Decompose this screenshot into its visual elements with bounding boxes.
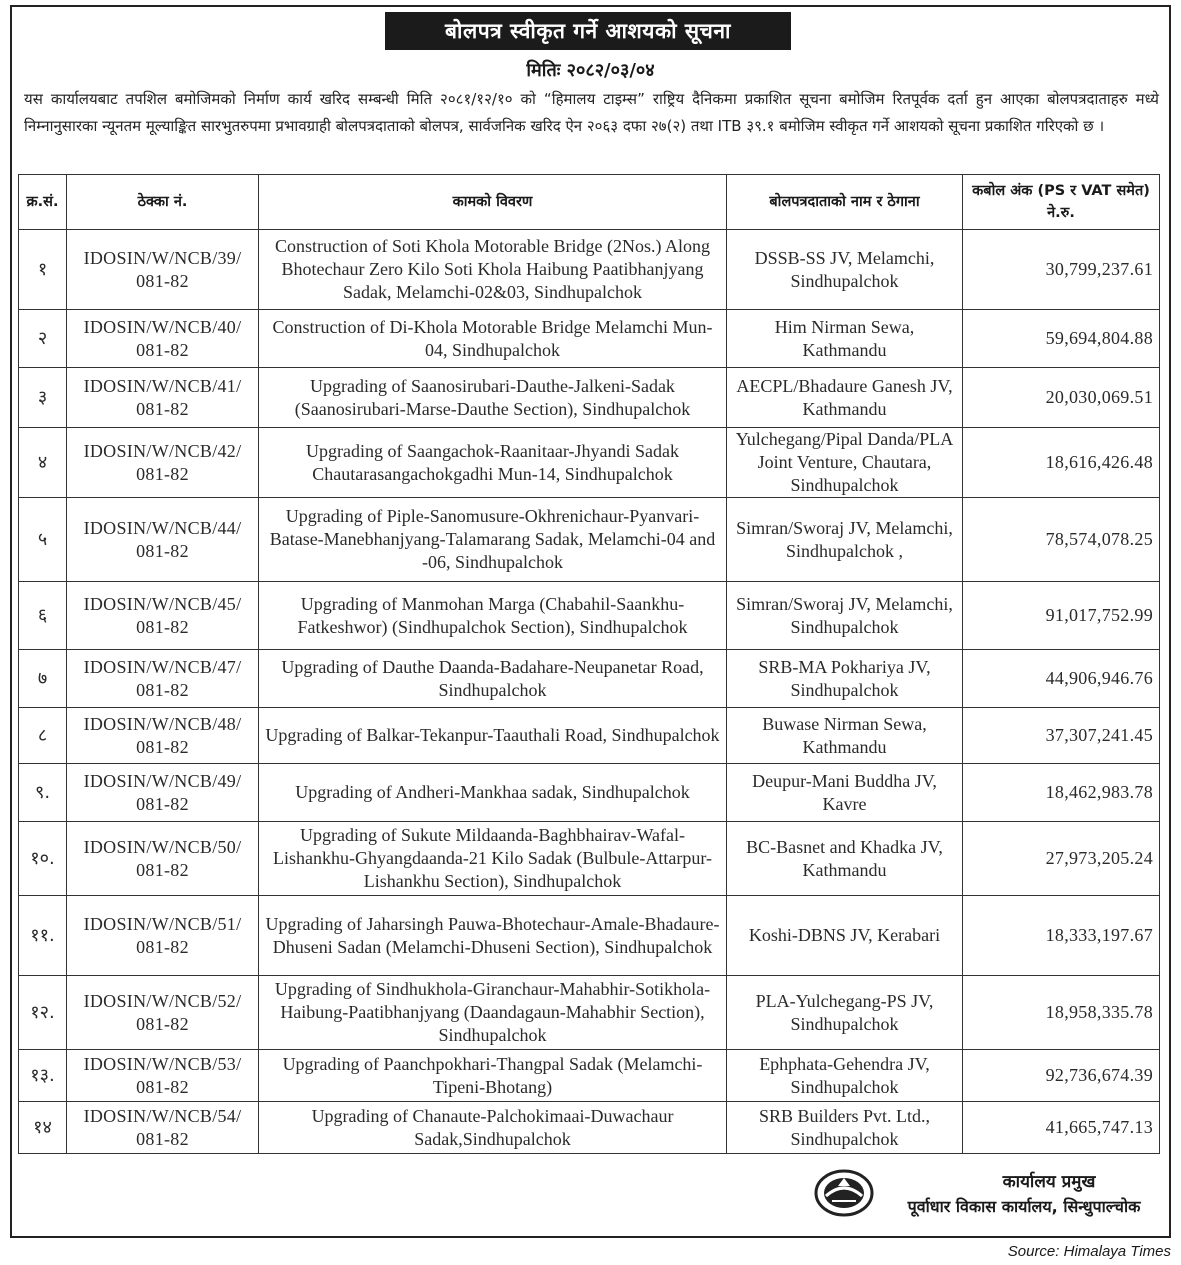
row-bidder-name: SRB-MA Pokhariya JV, Sindhupalchok: [727, 650, 963, 708]
row-bidder-name: BC-Basnet and Khadka JV, Kathmandu: [727, 822, 963, 896]
row-serial-number: २: [19, 310, 67, 368]
row-bid-amount: 41,665,747.13: [963, 1102, 1160, 1154]
row-bidder-name: Simran/Sworaj JV, Melamchi, Sindhupalchok: [727, 582, 963, 650]
row-contract-number: IDOSIN/W/NCB/53/ 081-82: [67, 1050, 259, 1102]
row-work-description: Upgrading of Sukute Mildaanda-Baghbhairav-Wafal-Lishankhu-Ghyangdaanda-21 Kilo Sadak (Bulbule-Attarpur-Lishankhu Section), Sindhupalchok: [259, 822, 727, 896]
header-sn: क्र.सं.: [19, 175, 67, 230]
header-amount: कबोल अंक (PS र VAT समेत) ने.रु.: [963, 175, 1160, 230]
row-work-description: Upgrading of Andheri-Mankhaa sadak, Sindhupalchok: [259, 764, 727, 822]
office-head: कार्यालय प्रमुख: [1002, 1172, 1096, 1192]
table-header-row: [19, 175, 1160, 230]
row-work-description: Construction of Soti Khola Motorable Bridge (2Nos.) Along Bhotechaur Zero Kilo Soti Khola Haibung Paatibhanjyang Sadak, Melamchi-02&03, Sindhupalchok: [259, 230, 727, 310]
row-serial-number: १२.: [19, 976, 67, 1050]
table-row: [19, 1102, 1160, 1154]
row-bidder-name: DSSB-SS JV, Melamchi, Sindhupalchok: [727, 230, 963, 310]
row-contract-number: IDOSIN/W/NCB/50/ 081-82: [67, 822, 259, 896]
row-bidder-name: Yulchegang/Pipal Danda/PLA Joint Venture, Chautara, Sindhupalchok: [727, 428, 963, 498]
row-serial-number: ७: [19, 650, 67, 708]
row-contract-number: IDOSIN/W/NCB/45/ 081-82: [67, 582, 259, 650]
bid-table: [18, 174, 1160, 1154]
row-work-description: Upgrading of Piple-Sanomusure-Okhrenichaur-Pyanvari-Batase-Manebhanjyang-Talamarang Sadak, Melamchi-04 and -06, Sindhupalchok: [259, 498, 727, 582]
row-bid-amount: 27,973,205.24: [963, 822, 1160, 896]
row-bidder-name: Deupur-Mani Buddha JV, Kavre: [727, 764, 963, 822]
row-contract-number: IDOSIN/W/NCB/49/ 081-82: [67, 764, 259, 822]
row-serial-number: १०.: [19, 822, 67, 896]
row-serial-number: १: [19, 230, 67, 310]
row-serial-number: ६: [19, 582, 67, 650]
row-contract-number: IDOSIN/W/NCB/41/ 081-82: [67, 368, 259, 428]
row-work-description: Upgrading of Saanosirubari-Dauthe-Jalkeni-Sadak (Saanosirubari-Marse-Dauthe Section), Sindhupalchok: [259, 368, 727, 428]
table-row: [19, 708, 1160, 764]
government-seal-icon: [812, 1168, 876, 1218]
row-bid-amount: 92,736,674.39: [963, 1050, 1160, 1102]
table-row: [19, 896, 1160, 976]
row-serial-number: ११.: [19, 896, 67, 976]
row-work-description: Upgrading of Dauthe Daanda-Badahare-Neupanetar Road, Sindhupalchok: [259, 650, 727, 708]
notice-title: बोलपत्र स्वीकृत गर्ने आशयको सूचना: [385, 12, 791, 50]
row-bidder-name: Koshi-DBNS JV, Kerabari: [727, 896, 963, 976]
row-bid-amount: 78,574,078.25: [963, 498, 1160, 582]
table-row: [19, 498, 1160, 582]
row-bidder-name: Ephphata-Gehendra JV, Sindhupalchok: [727, 1050, 963, 1102]
row-bidder-name: Simran/Sworaj JV, Melamchi, Sindhupalchok ,: [727, 498, 963, 582]
table-row: [19, 976, 1160, 1050]
row-serial-number: ५: [19, 498, 67, 582]
row-work-description: Upgrading of Jaharsingh Pauwa-Bhotechaur-Amale-Bhadaure-Dhuseni Sadan (Melamchi-Dhuseni Section), Sindhupalchok: [259, 896, 727, 976]
table-row: [19, 1050, 1160, 1102]
row-contract-number: IDOSIN/W/NCB/52/ 081-82: [67, 976, 259, 1050]
row-contract-number: IDOSIN/W/NCB/48/ 081-82: [67, 708, 259, 764]
table-row: [19, 650, 1160, 708]
row-contract-number: IDOSIN/W/NCB/39/ 081-82: [67, 230, 259, 310]
row-bidder-name: Buwase Nirman Sewa, Kathmandu: [727, 708, 963, 764]
table-row: [19, 428, 1160, 498]
table-row: [19, 310, 1160, 368]
row-work-description: Upgrading of Sindhukhola-Giranchaur-Mahabhir-Sotikhola-Haibung-Paatibhanjyang (Daandagaun-Mahabhir Section), Sindhupalchok: [259, 976, 727, 1050]
row-bid-amount: 91,017,752.99: [963, 582, 1160, 650]
notice-date: मितिः २०८२/०३/०४: [526, 60, 655, 81]
row-bidder-name: AECPL/Bhadaure Ganesh JV, Kathmandu: [727, 368, 963, 428]
row-work-description: Construction of Di-Khola Motorable Bridge Melamchi Mun-04, Sindhupalchok: [259, 310, 727, 368]
row-work-description: Upgrading of Chanaute-Palchokimaai-Duwachaur Sadak,Sindhupalchok: [259, 1102, 727, 1154]
table-row: [19, 764, 1160, 822]
row-bid-amount: 18,462,983.78: [963, 764, 1160, 822]
notice-intro: यस कार्यालयबाट तपशिल बमोजिमको निर्माण कार्य खरिद सम्बन्धी मिति २०८१/१२/१० को “हिमालय टाइम्स” राष्ट्रिय दैनिकमा प्रकाशित सूचना बमोजिम रितपूर्वक दर्ता हुन आएका बोलपत्रदाताहरु मध्ये निम्नानुसारका न्यूनतम मूल्याङ्कित सारभुतरुपमा प्रभावग्राही बोलपत्रदाताको बोलपत्र, सार्वजनिक खरिद ऐन २०६३ दफा २७(२) तथा ITB ३९.१ बमोजिम स्वीकृत गर्ने आशयको सूचना प्रकाशित गरिएको छ ।: [24, 90, 1159, 135]
header-bidder: बोलपत्रदाताको नाम र ठेगाना: [727, 175, 963, 230]
row-contract-number: IDOSIN/W/NCB/54/ 081-82: [67, 1102, 259, 1154]
row-serial-number: ४: [19, 428, 67, 498]
row-serial-number: ८: [19, 708, 67, 764]
header-description: कामको विवरण: [259, 175, 727, 230]
row-bid-amount: 37,307,241.45: [963, 708, 1160, 764]
row-bidder-name: SRB Builders Pvt. Ltd., Sindhupalchok: [727, 1102, 963, 1154]
header-contract: ठेक्का नं.: [67, 175, 259, 230]
row-bidder-name: PLA-Yulchegang-PS JV, Sindhupalchok: [727, 976, 963, 1050]
row-bid-amount: 59,694,804.88: [963, 310, 1160, 368]
row-contract-number: IDOSIN/W/NCB/42/ 081-82: [67, 428, 259, 498]
row-bid-amount: 18,333,197.67: [963, 896, 1160, 976]
source-credit: Source: Himalaya Times: [1007, 1243, 1171, 1260]
row-work-description: Upgrading of Balkar-Tekanpur-Taauthali Road, Sindhupalchok: [259, 708, 727, 764]
row-contract-number: IDOSIN/W/NCB/40/ 081-82: [67, 310, 259, 368]
row-work-description: Upgrading of Paanchpokhari-Thangpal Sadak (Melamchi-Tipeni-Bhotang): [259, 1050, 727, 1102]
signature-block: [884, 1170, 1164, 1220]
row-work-description: Upgrading of Manmohan Marga (Chabahil-Saankhu-Fatkeshwor) (Sindhupalchok Section), Sindhupalchok: [259, 582, 727, 650]
row-bid-amount: 44,906,946.76: [963, 650, 1160, 708]
row-bid-amount: 30,799,237.61: [963, 230, 1160, 310]
row-contract-number: IDOSIN/W/NCB/51/ 081-82: [67, 896, 259, 976]
row-serial-number: ९.: [19, 764, 67, 822]
row-work-description: Upgrading of Saangachok-Raanitaar-Jhyandi Sadak Chautarasangachokgadhi Mun-14, Sindhupalchok: [259, 428, 727, 498]
row-serial-number: ३: [19, 368, 67, 428]
row-bid-amount: 20,030,069.51: [963, 368, 1160, 428]
table-row: [19, 822, 1160, 896]
table-row: [19, 230, 1160, 310]
row-bid-amount: 18,616,426.48: [963, 428, 1160, 498]
row-bidder-name: Him Nirman Sewa, Kathmandu: [727, 310, 963, 368]
office-name: पूर्वाधार विकास कार्यालय, सिन्धुपाल्चोक: [907, 1197, 1141, 1216]
row-bid-amount: 18,958,335.78: [963, 976, 1160, 1050]
row-serial-number: १३.: [19, 1050, 67, 1102]
row-contract-number: IDOSIN/W/NCB/47/ 081-82: [67, 650, 259, 708]
table-row: [19, 368, 1160, 428]
table-row: [19, 582, 1160, 650]
row-serial-number: १४: [19, 1102, 67, 1154]
row-contract-number: IDOSIN/W/NCB/44/ 081-82: [67, 498, 259, 582]
